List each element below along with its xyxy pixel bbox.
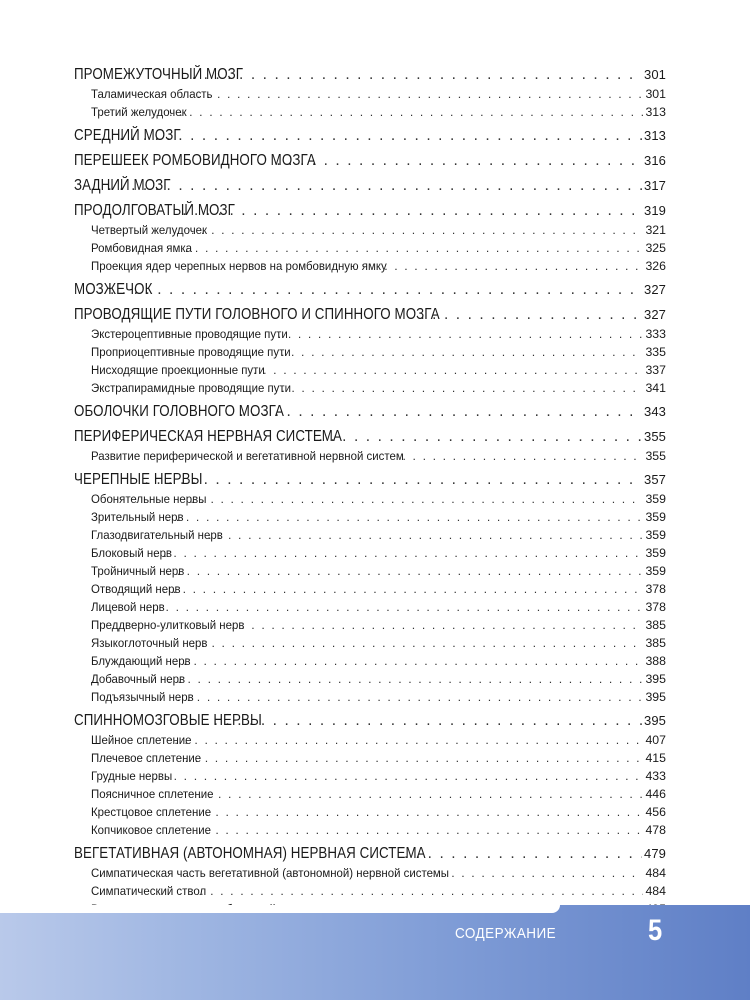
toc-leader-dots bbox=[307, 426, 642, 447]
toc-entry-page: 378 bbox=[645, 582, 666, 596]
toc-section-entry bbox=[74, 710, 666, 731]
toc-entry-page: 327 bbox=[644, 282, 666, 297]
toc-entry-page: 433 bbox=[645, 769, 666, 783]
toc-entry-page: 357 bbox=[644, 472, 666, 487]
toc-subsection-entry bbox=[74, 821, 666, 839]
toc-subsection-entry bbox=[74, 688, 666, 706]
toc-entry-title: ВЕГЕТАТИВНАЯ (АВТОНОМНАЯ) НЕРВНАЯ СИСТЕМА bbox=[74, 845, 426, 862]
toc-entry-title: ОБОЛОЧКИ ГОЛОВНОГО МОЗГА bbox=[74, 403, 284, 420]
toc-entry-page: 333 bbox=[645, 327, 666, 341]
toc-entry-title: Экстероцептивные проводящие пути bbox=[91, 327, 288, 341]
toc-entry-title: Третий желудочек bbox=[91, 105, 187, 119]
toc-entry-title: ПРОМЕЖУТОЧНЫЙ МОЗГ bbox=[74, 66, 244, 83]
toc-subsection-entry bbox=[74, 508, 666, 526]
toc-section-entry bbox=[74, 150, 666, 171]
toc-subsection-entry bbox=[74, 616, 666, 634]
toc-subsection-entry bbox=[74, 361, 666, 379]
toc-entry-page: 335 bbox=[645, 345, 666, 359]
toc-leader-dots bbox=[195, 803, 643, 821]
toc-entry-title: МОЗЖЕЧОК bbox=[74, 281, 153, 298]
toc-leader-dots bbox=[276, 150, 642, 171]
toc-leader-dots bbox=[154, 767, 644, 785]
toc-entry-title: Экстрапирамидные проводящие пути bbox=[91, 381, 292, 395]
toc-entry-page: 319 bbox=[644, 203, 666, 218]
toc-section-entry bbox=[74, 200, 666, 221]
toc-entry-title: Грудные нервы bbox=[91, 769, 173, 783]
toc-subsection-entry bbox=[74, 634, 666, 652]
toc-entry-page: 395 bbox=[645, 672, 666, 686]
toc-leader-dots bbox=[231, 616, 643, 634]
toc-entry-title: Блуждающий нерв bbox=[91, 654, 191, 668]
toc-entry-page: 316 bbox=[644, 153, 666, 168]
toc-entry-page: 478 bbox=[645, 823, 666, 837]
toc-section-entry bbox=[74, 843, 666, 864]
toc-leader-dots bbox=[173, 652, 643, 670]
toc-leader-dots bbox=[145, 469, 642, 490]
toc-entry-title: ПРОВОДЯЩИЕ ПУТИ ГОЛОВНОГО И СПИННОГО МОЗГА bbox=[74, 306, 440, 323]
toc-leader-dots bbox=[404, 843, 642, 864]
toc-entry-title: Симпатическая часть вегетативной (автономной) нервной системы bbox=[91, 866, 450, 880]
toc-subsection-entry bbox=[74, 749, 666, 767]
toc-subsection-entry bbox=[74, 652, 666, 670]
toc-section-entry bbox=[74, 469, 666, 490]
toc-entry-title: ПЕРЕШЕЕК РОМБОВИДНОГО МОЗГА bbox=[74, 152, 316, 169]
toc-subsection-entry bbox=[74, 343, 666, 361]
toc-entry-page: 407 bbox=[645, 733, 666, 747]
toc-entry-page: 343 bbox=[644, 404, 666, 419]
toc-subsection-entry bbox=[74, 731, 666, 749]
toc-leader-dots bbox=[163, 580, 644, 598]
toc-entry-page: 301 bbox=[644, 67, 666, 82]
toc-entry-title: Языкоглоточный нерв bbox=[91, 636, 208, 650]
toc-entry-page: 456 bbox=[645, 805, 666, 819]
toc-leader-dots bbox=[191, 634, 643, 652]
toc-entry-page: 415 bbox=[645, 751, 666, 765]
toc-entry-title: Тройничный нерв bbox=[91, 564, 185, 578]
toc-entry-title: ЗАДНИЙ МОЗГ bbox=[74, 177, 171, 194]
toc-entry-page: 484 bbox=[645, 866, 666, 880]
footer-section-label: СОДЕРЖАНИЕ bbox=[455, 925, 557, 942]
toc-entry-page: 385 bbox=[645, 618, 666, 632]
toc-entry-title: Блоковый нерв bbox=[91, 546, 173, 560]
toc-leader-dots bbox=[197, 85, 644, 103]
toc-entry-page: 395 bbox=[644, 713, 666, 728]
toc-entry-page: 321 bbox=[645, 223, 666, 237]
toc-entry-page: 317 bbox=[644, 178, 666, 193]
toc-leader-dots bbox=[167, 562, 644, 580]
toc-leader-dots bbox=[145, 598, 643, 616]
toc-entry-page: 326 bbox=[645, 259, 666, 273]
toc-entry-page: 355 bbox=[644, 429, 666, 444]
toc-leader-dots bbox=[174, 731, 643, 749]
toc-subsection-entry bbox=[74, 670, 666, 688]
toc-entry-title: Подъязычный нерв bbox=[91, 690, 194, 704]
toc-entry-page: 301 bbox=[645, 87, 666, 101]
toc-leader-dots bbox=[166, 508, 644, 526]
toc-section-entry bbox=[74, 175, 666, 196]
toc-entry-title: Проекция ядер черепных нервов на ромбовидную ямку bbox=[91, 259, 387, 273]
toc-leader-dots bbox=[185, 749, 644, 767]
toc-leader-dots bbox=[198, 785, 644, 803]
toc-entry-page: 484 bbox=[645, 884, 666, 898]
toc-subsection-entry bbox=[74, 103, 666, 121]
toc-entry-page: 359 bbox=[645, 564, 666, 578]
toc-leader-dots bbox=[208, 526, 644, 544]
toc-leader-dots bbox=[177, 688, 644, 706]
toc-leader-dots bbox=[451, 864, 643, 882]
toc-subsection-entry bbox=[74, 526, 666, 544]
toc-subsection-entry bbox=[74, 221, 666, 239]
toc-entry-title: Преддверно-улитковый нерв bbox=[91, 618, 245, 632]
toc-leader-dots bbox=[195, 821, 643, 839]
toc-leader-dots bbox=[214, 710, 642, 731]
toc-leader-dots bbox=[86, 279, 642, 300]
toc-entry-page: 378 bbox=[645, 600, 666, 614]
toc-section-entry bbox=[74, 304, 666, 325]
toc-entry-title: ПРОДОЛГОВАТЫЙ МОЗГ bbox=[74, 202, 235, 219]
toc-subsection-entry bbox=[74, 239, 666, 257]
toc-entry-title: Плечевое сплетение bbox=[91, 751, 202, 765]
toc-entry-title: ПЕРИФЕРИЧЕСКАЯ НЕРВНАЯ СИСТЕМА bbox=[74, 428, 342, 445]
toc-leader-dots bbox=[403, 447, 644, 465]
table-of-contents bbox=[74, 64, 666, 918]
toc-subsection-entry bbox=[74, 447, 666, 465]
toc-subsection-entry bbox=[74, 767, 666, 785]
footer-page-number: 5 bbox=[648, 914, 663, 947]
toc-entry-title: Четвертый желудочек bbox=[91, 223, 208, 237]
toc-subsection-entry bbox=[74, 325, 666, 343]
toc-leader-dots bbox=[192, 64, 642, 85]
toc-subsection-entry bbox=[74, 544, 666, 562]
toc-entry-page: 325 bbox=[645, 241, 666, 255]
toc-entry-title: Глазодвигательный нерв bbox=[91, 528, 223, 542]
toc-entry-page: 385 bbox=[645, 636, 666, 650]
toc-section-entry bbox=[74, 64, 666, 85]
toc-entry-title: Симпатический ствол bbox=[91, 884, 207, 898]
toc-leader-dots bbox=[167, 670, 643, 688]
toc-subsection-entry bbox=[74, 379, 666, 397]
toc-leader-dots bbox=[190, 490, 643, 508]
toc-leader-dots bbox=[169, 103, 643, 121]
toc-entry-title: ЧЕРЕПНЫЕ НЕРВЫ bbox=[74, 471, 203, 488]
toc-subsection-entry bbox=[74, 85, 666, 103]
toc-entry-title: Обонятельные нервы bbox=[91, 492, 207, 506]
toc-leader-dots bbox=[384, 257, 643, 275]
toc-leader-dots bbox=[420, 304, 642, 325]
toc-subsection-entry bbox=[74, 864, 666, 882]
toc-entry-page: 359 bbox=[645, 510, 666, 524]
toc-entry-title: Таламическая область bbox=[91, 87, 213, 101]
toc-section-entry bbox=[74, 279, 666, 300]
toc-entry-title: Проприоцептивные проводящие пути bbox=[91, 345, 291, 359]
toc-entry-title: Лицевой нерв bbox=[91, 600, 165, 614]
toc-entry-page: 395 bbox=[645, 690, 666, 704]
toc-leader-dots bbox=[182, 200, 642, 221]
toc-subsection-entry bbox=[74, 580, 666, 598]
toc-entry-title: Добавочный нерв bbox=[91, 672, 186, 686]
toc-section-entry bbox=[74, 426, 666, 447]
toc-leader-dots bbox=[239, 401, 642, 422]
toc-entry-page: 341 bbox=[645, 381, 666, 395]
toc-entry-title: Развитие периферической и вегетативной нервной систем bbox=[91, 449, 404, 463]
toc-subsection-entry bbox=[74, 785, 666, 803]
toc-entry-title: Отводящий нерв bbox=[91, 582, 181, 596]
toc-entry-page: 313 bbox=[645, 105, 666, 119]
toc-leader-dots bbox=[253, 361, 643, 379]
toc-entry-title: Шейное сплетение bbox=[91, 733, 192, 747]
toc-leader-dots bbox=[278, 325, 644, 343]
toc-subsection-entry bbox=[74, 598, 666, 616]
toc-subsection-entry bbox=[74, 803, 666, 821]
toc-entry-title: СРЕДНИЙ МОЗГ bbox=[74, 127, 181, 144]
toc-leader-dots bbox=[190, 882, 643, 900]
toc-entry-page: 359 bbox=[645, 492, 666, 506]
toc-leader-dots bbox=[191, 221, 643, 239]
footer-band bbox=[0, 905, 750, 1000]
toc-entry-title: СПИННОМОЗГОВЫЕ НЕРВЫ bbox=[74, 712, 262, 729]
toc-leader-dots bbox=[175, 239, 644, 257]
toc-entry-page: 313 bbox=[644, 128, 666, 143]
toc-section-entry bbox=[74, 401, 666, 422]
toc-entry-title: Копчиковое сплетение bbox=[91, 823, 211, 837]
toc-leader-dots bbox=[107, 175, 642, 196]
toc-leader-dots bbox=[281, 379, 643, 397]
toc-entry-title: Поясничное сплетение bbox=[91, 787, 214, 801]
toc-entry-title: Ромбовидная ямка bbox=[91, 241, 192, 255]
toc-entry-title: Зрительный нерв bbox=[91, 510, 184, 524]
toc-entry-page: 359 bbox=[645, 528, 666, 542]
toc-subsection-entry bbox=[74, 882, 666, 900]
toc-leader-dots bbox=[153, 544, 643, 562]
toc-entry-page: 479 bbox=[644, 846, 666, 861]
toc-subsection-entry bbox=[74, 257, 666, 275]
toc-subsection-entry bbox=[74, 490, 666, 508]
toc-leader-dots bbox=[281, 343, 643, 361]
toc-entry-title: Крестцовое сплетение bbox=[91, 805, 212, 819]
toc-section-entry bbox=[74, 125, 666, 146]
toc-entry-page: 355 bbox=[645, 449, 666, 463]
toc-entry-page: 388 bbox=[645, 654, 666, 668]
toc-entry-page: 327 bbox=[644, 307, 666, 322]
toc-entry-page: 359 bbox=[645, 546, 666, 560]
toc-entry-title: Нисходящие проекционные пути bbox=[91, 363, 265, 377]
toc-leader-dots bbox=[119, 125, 642, 146]
toc-entry-page: 337 bbox=[645, 363, 666, 377]
toc-entry-page: 446 bbox=[645, 787, 666, 801]
toc-subsection-entry bbox=[74, 562, 666, 580]
